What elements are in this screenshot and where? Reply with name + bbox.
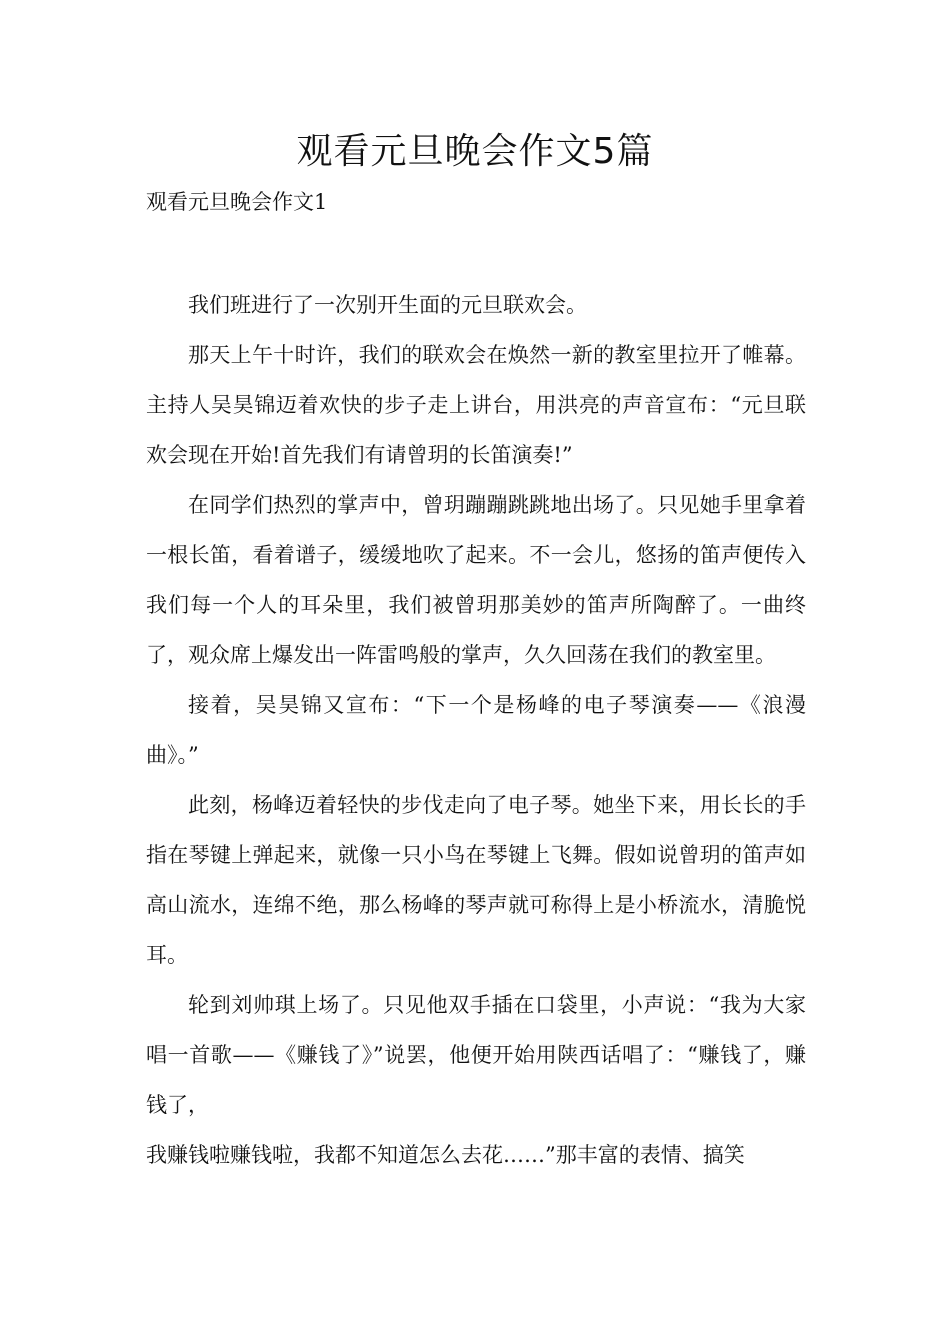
document-body — [146, 280, 806, 1180]
paragraph: 那天上午十时许，我们的联欢会在焕然一新的教室里拉开了帷幕。主持人吴昊锦迈着欢快的步子走上讲台，用洪亮的声音宣布：“元旦联欢会现在开始!首先我们有请曾玥的长笛演奏!” — [146, 343, 806, 467]
paragraph: 此刻，杨峰迈着轻快的步伐走向了电子琴。她坐下来，用长长的手指在琴键上弹起来，就像一只小鸟在琴键上飞舞。假如说曾玥的笛声如高山流水，连绵不绝，那么杨峰的琴声就可称得上是小桥流水，清脆悦耳。 — [146, 793, 806, 967]
paragraph: 我们班进行了一次别开生面的元旦联欢会。 — [188, 293, 587, 317]
document-title: 观看元旦晚会作文5篇 — [296, 131, 654, 172]
paragraph: 在同学们热烈的掌声中，曾玥蹦蹦跳跳地出场了。只见她手里拿着一根长笛，看着谱子，缓缓地吹了起来。不一会儿，悠扬的笛声便传入我们每一个人的耳朵里，我们被曾玥那美妙的笛声所陶醉了。一曲终了，观众席上爆发出一阵雷鸣般的掌声，久久回荡在我们的教室里。 — [146, 493, 806, 667]
paragraph: 我赚钱啦赚钱啦，我都不知道怎么去花……”那丰富的表情、搞笑 — [146, 1143, 745, 1167]
paragraph: 轮到刘帅琪上场了。只见他双手插在口袋里，小声说：“我为大家唱一首歌——《赚钱了》”说罢，他便开始用陕西话唱了：“赚钱了，赚钱了， — [146, 993, 806, 1117]
section-heading: 观看元旦晚会作文1 — [146, 190, 328, 214]
paragraph: 接着，吴昊锦又宣布：“下一个是杨峰的电子琴演奏——《浪漫曲》。” — [146, 693, 806, 767]
